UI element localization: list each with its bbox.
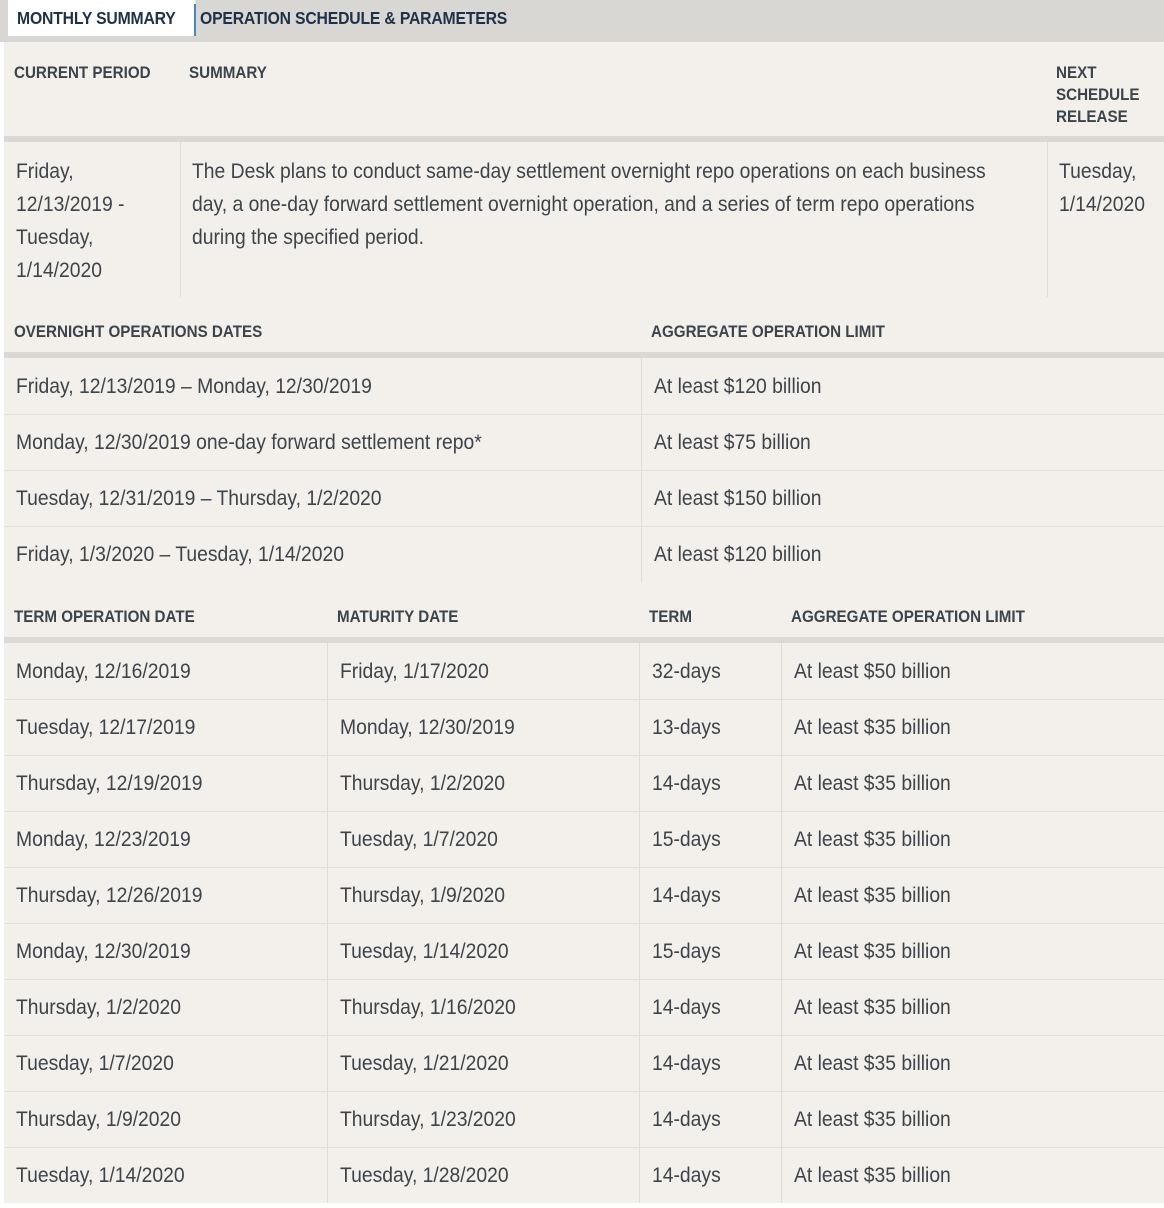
row-divider [4,923,1164,924]
term-row-operation-date: Thursday, 1/2/2020 [16,996,182,1019]
row-divider [4,1091,1164,1092]
term-row-term: 13-days [652,716,721,739]
term-row-operation-date: Thursday, 1/9/2020 [16,1108,182,1131]
header-term: TERM [649,608,693,626]
term-row-operation-date: Thursday, 12/19/2019 [16,772,203,795]
term-row-maturity-date: Thursday, 1/23/2020 [340,1108,516,1131]
term-row-term: 32-days [652,660,721,683]
term-row-maturity-date: Thursday, 1/9/2020 [340,884,506,907]
header-rule [4,136,1164,142]
header-summary: SUMMARY [189,64,267,82]
header-current-period: CURRENT PERIOD [14,64,151,82]
term-row-operation-date: Tuesday, 12/17/2019 [16,716,196,739]
overnight-row-limit: At least $150 billion [654,487,822,510]
overnight-row-dates: Tuesday, 12/31/2019 – Thursday, 1/2/2020 [16,487,382,510]
tab-operation-schedule[interactable]: OPERATION SCHEDULE & PARAMETERS [200,8,508,28]
header-rule [4,637,1164,643]
row-divider [4,1147,1164,1148]
term-row-maturity-date: Tuesday, 1/14/2020 [340,940,509,963]
term-row-limit: At least $35 billion [794,884,951,907]
next-release-line: 1/14/2020 [1059,193,1145,216]
term-row-limit: At least $35 billion [794,1052,951,1075]
overnight-row-limit: At least $120 billion [654,543,822,566]
term-row-operation-date: Thursday, 12/26/2019 [16,884,203,907]
column-divider [1047,142,1048,297]
term-row-term: 15-days [652,828,721,851]
term-row-maturity-date: Thursday, 1/2/2020 [340,772,506,795]
summary-text-line: day, a one-day forward settlement overnight operation, and a series of term repo operations [192,193,975,216]
term-row-limit: At least $35 billion [794,828,951,851]
summary-table [4,42,1164,297]
overnight-row-limit: At least $75 billion [654,431,811,454]
overnight-row-dates: Friday, 12/13/2019 – Monday, 12/30/2019 [16,375,372,398]
term-row-term: 14-days [652,772,721,795]
term-row-maturity-date: Tuesday, 1/21/2020 [340,1052,509,1075]
header-overnight-dates: OVERNIGHT OPERATIONS DATES [14,323,263,341]
header-next-release-line3: RELEASE [1056,108,1128,126]
term-row-limit: At least $35 billion [794,716,951,739]
column-divider [180,142,181,297]
tab-bar [0,0,1164,42]
term-row-maturity-date: Tuesday, 1/28/2020 [340,1164,509,1187]
term-row-operation-date: Tuesday, 1/14/2020 [16,1164,185,1187]
current-period-line: Friday, [16,160,74,183]
overnight-row-dates: Monday, 12/30/2019 one-day forward settlement repo* [16,431,482,454]
term-row-term: 14-days [652,996,721,1019]
summary-text-line: The Desk plans to conduct same-day settlement overnight repo operations on each business [192,160,986,183]
row-divider [4,699,1164,700]
term-row-maturity-date: Friday, 1/17/2020 [340,660,489,683]
term-row-limit: At least $35 billion [794,1108,951,1131]
overnight-row-dates: Friday, 1/3/2020 – Tuesday, 1/14/2020 [16,543,344,566]
term-row-maturity-date: Monday, 12/30/2019 [340,716,515,739]
current-period-line: 1/14/2020 [16,259,102,282]
term-row-maturity-date: Tuesday, 1/7/2020 [340,828,498,851]
term-row-limit: At least $35 billion [794,940,951,963]
next-release-line: Tuesday, [1059,160,1137,183]
tab-separator [194,4,196,36]
term-row-operation-date: Monday, 12/30/2019 [16,940,191,963]
header-term-operation-date: TERM OPERATION DATE [14,608,195,626]
row-divider [4,811,1164,812]
row-divider [4,867,1164,868]
term-row-operation-date: Monday, 12/16/2019 [16,660,191,683]
term-row-term: 14-days [652,1164,721,1187]
header-maturity-date: MATURITY DATE [337,608,459,626]
row-divider [4,979,1164,980]
row-divider [4,470,1164,471]
term-row-maturity-date: Thursday, 1/16/2020 [340,996,516,1019]
term-row-term: 14-days [652,884,721,907]
row-divider [4,1035,1164,1036]
row-divider [4,414,1164,415]
term-row-limit: At least $35 billion [794,996,951,1019]
term-row-term: 15-days [652,940,721,963]
term-row-operation-date: Monday, 12/23/2019 [16,828,191,851]
header-term-limit: AGGREGATE OPERATION LIMIT [791,608,1025,626]
current-period-line: 12/13/2019 - [16,193,125,216]
overnight-row-limit: At least $120 billion [654,375,822,398]
summary-text-line: during the specified period. [192,226,424,249]
row-divider [4,526,1164,527]
overnight-operations-table [4,297,1164,583]
term-row-limit: At least $35 billion [794,772,951,795]
term-row-operation-date: Tuesday, 1/7/2020 [16,1052,174,1075]
header-rule [4,352,1164,358]
term-row-term: 14-days [652,1108,721,1131]
current-period-line: Tuesday, [16,226,94,249]
term-row-limit: At least $35 billion [794,1164,951,1187]
tab-monthly-summary[interactable]: MONTHLY SUMMARY [8,0,195,36]
header-overnight-limit: AGGREGATE OPERATION LIMIT [651,323,885,341]
term-row-limit: At least $50 billion [794,660,951,683]
row-divider [4,755,1164,756]
header-next-release-line2: SCHEDULE [1056,86,1140,104]
header-next-release-line1: NEXT [1056,64,1097,82]
term-row-term: 14-days [652,1052,721,1075]
term-operations-table [4,583,1164,1203]
